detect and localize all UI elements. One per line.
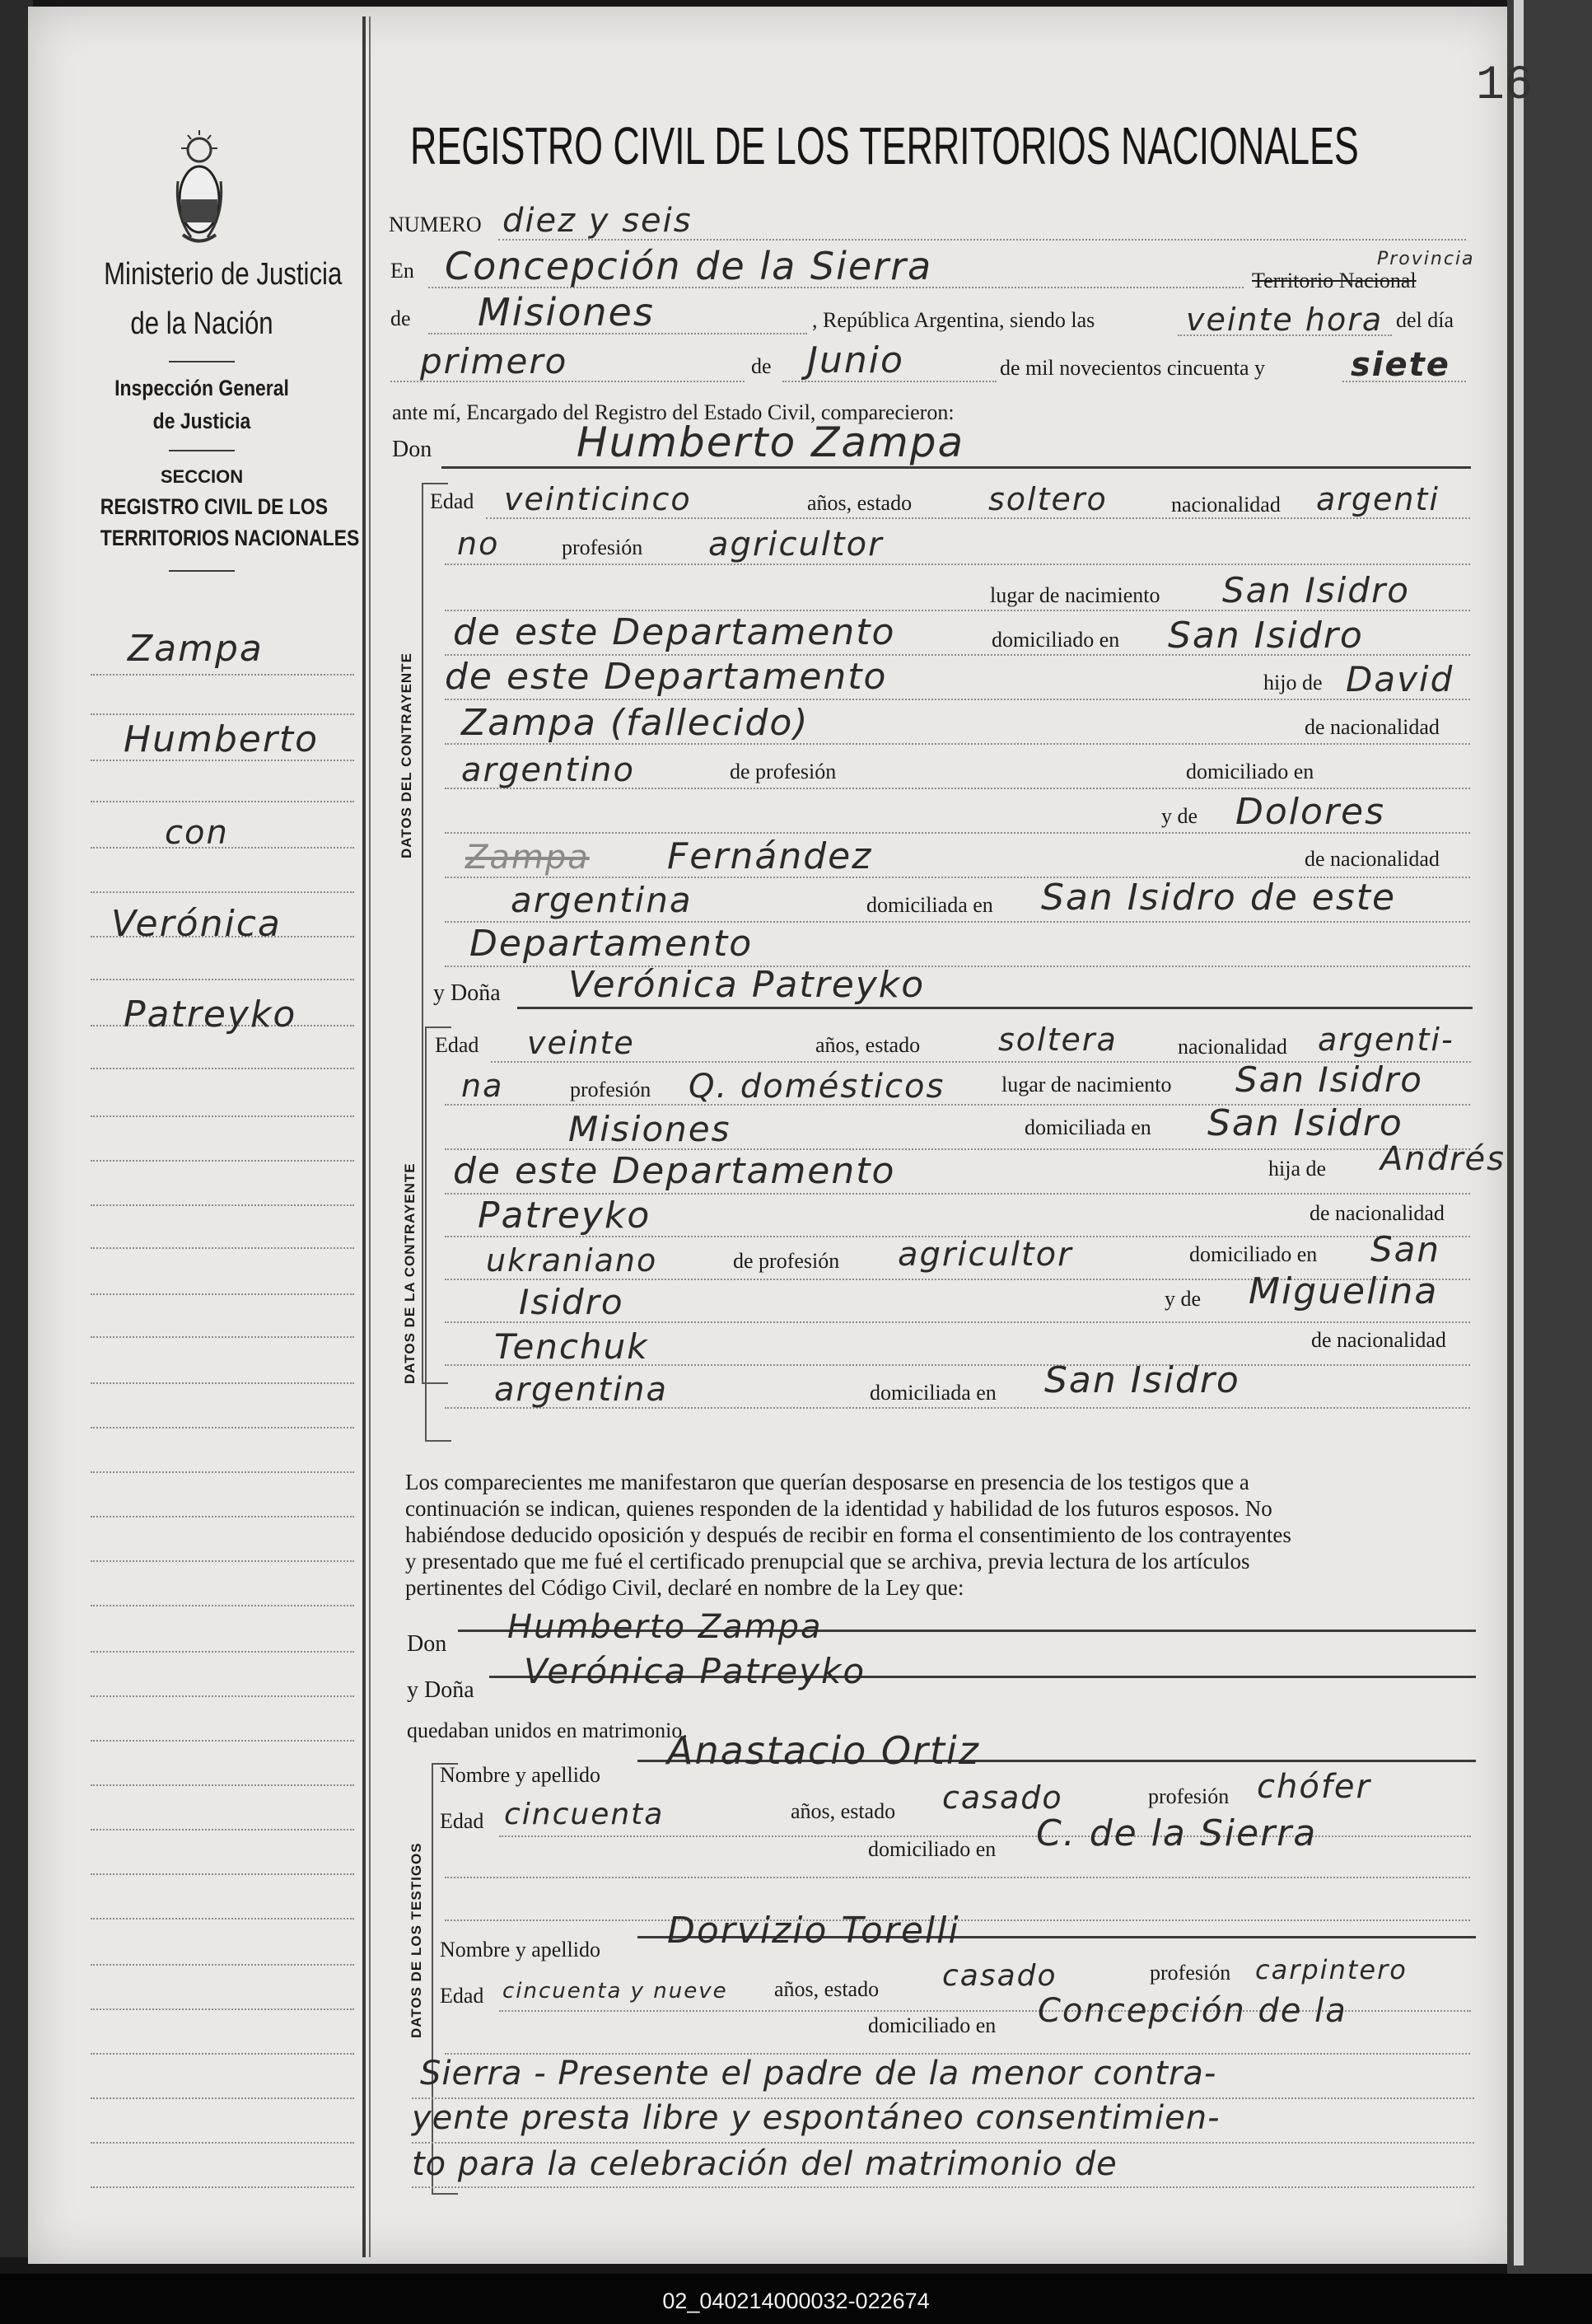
sidebar-rule-2 (169, 450, 235, 451)
f-madre-dom-label: domiciliada en (870, 1381, 997, 1405)
sidebar-line (91, 1427, 354, 1429)
ministry-title: Ministerio de Justicia (104, 257, 343, 292)
f-padre-dom-cont: Isidro (519, 1282, 624, 1322)
c-yde-label: y de (1161, 804, 1198, 828)
f-lugar-value: San Isidro (1235, 1059, 1423, 1100)
note-line-text: to para la celebración del matrimonio de (412, 2145, 1118, 2183)
f-padre-prof-label: de profesión (733, 1249, 840, 1273)
territorio-label: Territorio Nacional (1252, 269, 1417, 292)
t1-prof: chófer (1257, 1768, 1371, 1806)
dona-line (517, 1007, 1473, 1009)
page-edge (1514, 0, 1524, 2266)
dona-value: Verónica Patreyko (568, 964, 926, 1006)
sidebar-line (91, 979, 354, 980)
c-domicilio-label: domiciliado en (992, 628, 1120, 652)
f-edad-label: Edad (435, 1033, 479, 1057)
de-label: de (390, 306, 411, 330)
f-padre-dom: San (1370, 1229, 1441, 1270)
f-madre-cont: Tenchuk (494, 1326, 649, 1367)
numero-value: diez y seis (502, 202, 693, 240)
f-profesion-value: Q. domésticos (689, 1068, 945, 1106)
sidebar-name: Verónica (111, 903, 282, 945)
c-nac-value: argenti (1316, 481, 1440, 517)
t1-nombre: Anastacio Ortiz (667, 1728, 980, 1773)
t1-edad: cincuenta (504, 1798, 665, 1831)
mil-label: de mil novecientos cincuenta y (1000, 356, 1266, 380)
c-padre: David (1346, 659, 1454, 699)
sidebar-line (91, 2008, 354, 2010)
c-lugar-label: lugar de nacimiento (990, 583, 1160, 607)
decl-unidos: quedaban unidos en matrimonio. (407, 1718, 688, 1742)
t1-estado-label: años, estado (791, 1799, 896, 1823)
c-row-line (445, 563, 1470, 565)
c-nac-label: nacionalidad (1171, 493, 1281, 517)
c-madre-dom-cont: Departamento (469, 923, 754, 965)
dia-value: primero (420, 341, 568, 381)
f-padre: Andrés (1380, 1140, 1506, 1178)
f-madre: Miguelina (1249, 1270, 1439, 1312)
decl-dona-value: Verónica Patreyko (524, 1651, 866, 1691)
del-dia-label: del día (1396, 308, 1454, 332)
c-padre-prof-label: de profesión (730, 760, 837, 783)
f-edad-value: veinte (527, 1025, 635, 1061)
f-domicilio-cont: de este Departamento (453, 1150, 896, 1192)
sidebar-line (91, 1471, 354, 1473)
t2-dom: Concepción de la (1038, 1992, 1347, 2030)
note-line (412, 2186, 1474, 2188)
c-profesion-label: profesión (562, 535, 643, 559)
f-padre-dom-label: domiciliado en (1189, 1242, 1318, 1266)
sidebar-line (91, 1605, 354, 1606)
numero-label: NUMERO (389, 213, 482, 236)
c-padre-dom-label: domiciliado en (1186, 760, 1314, 783)
registry-title-2: TERRITORIOS NACIONALES (100, 526, 360, 550)
decl-don-value: Humberto Zampa (507, 1608, 823, 1646)
note-line-text: Sierra - Presente el padre de la menor contra- (420, 2055, 1217, 2093)
c-hijo-label: hijo de (1263, 671, 1323, 694)
paragraph-line: habiéndose deducido oposición y después de recibir en forma el consentimiento de los contrayentes (405, 1522, 1291, 1547)
sidebar-name: Patreyko (124, 994, 297, 1036)
t1-estado: casado (942, 1779, 1063, 1816)
sidebar-line (91, 2097, 354, 2099)
don-label: Don (392, 437, 432, 462)
t2-nombre-label: Nombre y apellido (440, 1938, 600, 1962)
f-nac-label: nacionalidad (1178, 1035, 1287, 1059)
sidebar-name: Humberto (124, 718, 320, 760)
c-estado-value: soltero (988, 481, 1108, 517)
c-estado-label: años, estado (807, 491, 913, 515)
hora-value: veinte hora (1186, 302, 1384, 338)
provincia-note: Provincia (1377, 249, 1475, 269)
en-value: Concepción de la Sierra (445, 244, 933, 288)
sidebar-line (91, 891, 354, 893)
paragraph-line: Los comparecientes me manifestaron que querían desposarse en presencia de los testigos que a (405, 1470, 1249, 1494)
sidebar-line (91, 1293, 354, 1295)
c-profesion-value: agricultor (708, 526, 884, 563)
sidebar-rule (169, 361, 235, 362)
sidebar-line (91, 1382, 354, 1384)
paragraph-line: y presentado que me fué el certificado prenupcial que se archiva, previa lectura de los artículos (405, 1549, 1250, 1573)
c-edad-value: veinticinco (504, 481, 692, 517)
t2-edad-label: Edad (440, 1984, 484, 2008)
f-madre-nac: argentina (494, 1371, 668, 1409)
c-lugar-cont: de este Departamento (453, 611, 896, 653)
f-hija-label: hija de (1268, 1157, 1327, 1181)
footer-id: 02_040214000032-022674 (662, 2289, 930, 2313)
sidebar-line (91, 713, 354, 715)
c-madre-nac-label: de nacionalidad (1305, 847, 1440, 871)
t2-estado-label: años, estado (774, 1977, 880, 2001)
de-value: Misiones (478, 290, 655, 334)
f-domicilio-label: domiciliada en (1025, 1115, 1151, 1139)
f-padre-nac-label: de nacionalidad (1310, 1201, 1445, 1225)
registry-title: REGISTRO CIVIL DE LOS (100, 494, 329, 519)
coat-of-arms-icon (175, 124, 224, 247)
sidebar-divider-thin (369, 16, 371, 2257)
t1-nombre-label: Nombre y apellido (440, 1763, 600, 1787)
sidebar-name: con (165, 814, 229, 852)
c-madre: Dolores (1235, 791, 1386, 833)
sidebar-rule-3 (169, 570, 235, 572)
don-value: Humberto Zampa (577, 419, 965, 466)
c-madre-dom-label: domiciliada en (866, 893, 993, 917)
republica-label: , República Argentina, siendo las (812, 308, 1095, 332)
t1-dom-label: domiciliado en (868, 1837, 997, 1861)
f-nac-cont: na (461, 1068, 504, 1104)
en-label: En (390, 259, 414, 283)
sidebar-line (91, 1918, 354, 1920)
c-domicilio-cont: de este Departamento (445, 656, 888, 698)
sidebar-name: Zampa (128, 628, 264, 670)
contrayenta-bracket (425, 1026, 451, 1442)
t2-prof: carpintero (1255, 1954, 1408, 1985)
contrayente-label: DATOS DEL CONTRAYENTE (399, 652, 414, 858)
decl-dona-label: y Doña (407, 1677, 474, 1703)
sidebar-line (91, 801, 354, 802)
c-row-line (486, 517, 1470, 519)
f-estado-label: años, estado (815, 1033, 921, 1057)
t1-edad-label: Edad (440, 1809, 484, 1833)
coat-of-arms (175, 124, 224, 247)
f-estado-value: soltera (998, 1022, 1118, 1058)
note-line (412, 2142, 1474, 2144)
sidebar-line (91, 1247, 354, 1249)
t1-prof-label: profesión (1148, 1784, 1230, 1808)
sidebar-line (91, 2053, 354, 2055)
paragraph-line: continuación se indican, quienes responden de la identidad y habilidad de los futuros esposos. No (405, 1496, 1272, 1521)
dona-label: y Doña (433, 980, 501, 1006)
c-nac-cont: no (457, 526, 500, 562)
t2-estado: casado (942, 1959, 1057, 1993)
paragraph-line: pertinentes del Código Civil, declaré en nombre de la Ley que: (405, 1575, 964, 1600)
sidebar-line (91, 1784, 354, 1786)
anio-value: siete (1351, 346, 1450, 384)
section-label: SECCION (160, 466, 244, 487)
decl-don-label: Don (407, 1631, 447, 1657)
c-padre-nac: argentino (461, 751, 635, 789)
c-lugar-value: San Isidro (1222, 570, 1410, 610)
c-madre-nac: argentina (511, 880, 693, 920)
t1-row-line (445, 1877, 1470, 1878)
sidebar-line (91, 2186, 354, 2188)
t2-nombre: Dorvizio Torelli (667, 1910, 960, 1952)
c-madre-cont: Fernández (667, 835, 873, 877)
don-line (441, 466, 1471, 469)
de2-label: de (751, 354, 772, 378)
f-domicilio-value: San Isidro (1207, 1102, 1403, 1144)
t1-dom: C. de la Sierra (1036, 1812, 1318, 1854)
c-row-line (445, 699, 1470, 700)
sidebar-line (91, 1560, 354, 1562)
c-padre-nac-label: de nacionalidad (1305, 715, 1440, 739)
testigos-label: DATOS DE LOS TESTIGOS (409, 1842, 424, 2038)
f-padre-prof: agricultor (898, 1236, 1073, 1274)
ante-label: ante mí, Encargado del Registro del Estado Civil, comparecieron: (392, 400, 955, 424)
f-padre-nac: ukraniano (486, 1242, 658, 1279)
c-edad-label: Edad (430, 489, 474, 513)
f-lugar-label: lugar de nacimiento (1001, 1073, 1172, 1097)
sidebar-line (91, 1740, 354, 1742)
inspection-title-2: de Justicia (152, 409, 251, 433)
sidebar-divider (362, 16, 366, 2257)
sidebar-line (91, 1873, 354, 1875)
t2-prof-label: profesión (1150, 1961, 1231, 1985)
f-padre-cont: Patreyko (478, 1195, 651, 1237)
f-madre-nac-label: de nacionalidad (1311, 1328, 1446, 1352)
ministry-title-2: de la Nación (130, 306, 273, 341)
t2-dom-label: domiciliado en (868, 2013, 997, 2037)
c-padre-cont: Zampa (fallecido) (461, 702, 810, 744)
contrayenta-label: DATOS DE LA CONTRAYENTE (402, 1162, 418, 1384)
sidebar-line (91, 674, 354, 676)
inspection-title: Inspección General (114, 376, 289, 400)
sidebar-line (91, 1651, 354, 1653)
sidebar-line (91, 1068, 354, 1069)
sidebar-line (91, 1695, 354, 1697)
mes-value: Junio (807, 339, 904, 381)
c-madre-tachado: Zampa (465, 839, 590, 877)
f-nac-value: argenti- (1318, 1022, 1454, 1058)
page-number: 16 (1476, 59, 1534, 113)
document-title: REGISTRO CIVIL DE LOS TERRITORIOS NACIONALES (410, 116, 1359, 175)
sidebar-line (91, 1115, 354, 1117)
c-madre-dom: San Isidro de este (1041, 877, 1397, 919)
sidebar-line (91, 1964, 354, 1966)
c-domicilio-value: San Isidro (1168, 615, 1364, 657)
note-line-text: yente presta libre y espontáneo consentimien- (412, 2099, 1221, 2137)
sidebar-line (91, 2142, 354, 2144)
sidebar-line (91, 1336, 354, 1338)
f-lugar-cont: Misiones (568, 1109, 731, 1149)
sidebar-line (91, 1829, 354, 1831)
t2-edad: cincuenta y nueve (502, 1979, 728, 2004)
f-profesion-label: profesión (570, 1078, 651, 1101)
f-madre-dom: San Isidro (1044, 1359, 1240, 1401)
sidebar-line (91, 1204, 354, 1206)
sidebar-line (91, 1516, 354, 1517)
f-yde-label: y de (1165, 1287, 1202, 1311)
sidebar-line (91, 1160, 354, 1162)
